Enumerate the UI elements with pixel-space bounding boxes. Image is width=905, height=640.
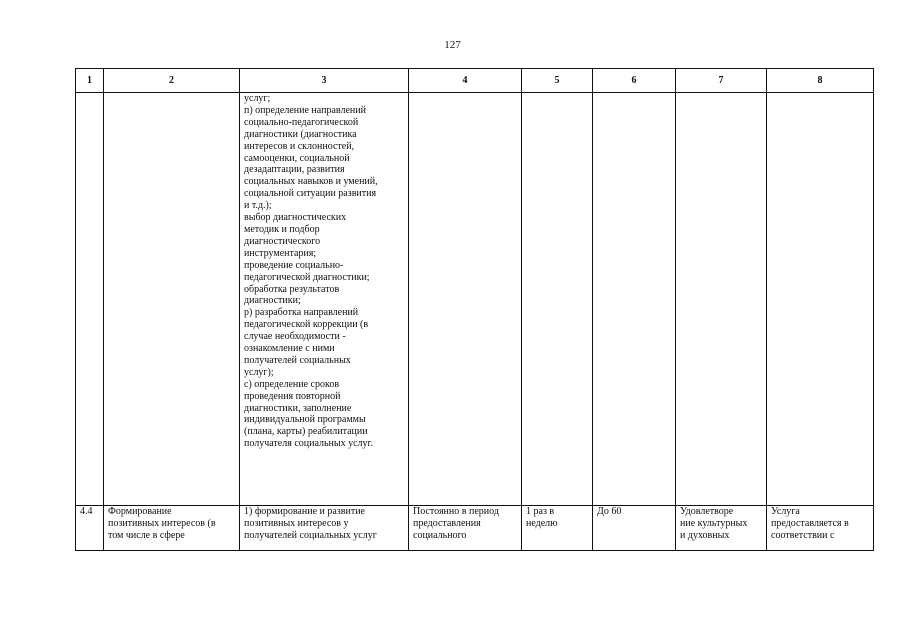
text-line: социальных навыков и умений, xyxy=(244,176,378,188)
text-line: обработка результатов xyxy=(244,283,340,295)
header-col-6: 6 xyxy=(593,69,676,93)
text-line: позитивных интересов у xyxy=(244,517,349,529)
text-line: Постоянно в период xyxy=(413,506,499,517)
text-line: с) определение сроков xyxy=(244,378,340,390)
text-line: До 60 xyxy=(597,506,622,517)
cell-service-name xyxy=(104,506,240,551)
text-line: 1) формирование и развитие xyxy=(244,506,365,517)
page-number: 127 xyxy=(444,39,461,51)
text-line: соответствии с xyxy=(771,529,835,541)
text-line: ние культурных xyxy=(680,517,748,529)
header-col-5: 5 xyxy=(522,69,593,93)
cell-conditions xyxy=(767,506,874,551)
cell-empty xyxy=(522,93,593,506)
table-row-continuation xyxy=(76,93,874,506)
services-table xyxy=(75,68,874,551)
header-col-1: 1 xyxy=(76,69,104,93)
header-col-3: 3 xyxy=(240,69,409,93)
text-line: диагностики (диагностика xyxy=(244,128,357,140)
text-line: ознакомление с ними xyxy=(244,343,335,355)
text-line: диагностики, заполнение xyxy=(244,402,352,414)
header-col-8: 8 xyxy=(767,69,874,93)
text-line: случае необходимости - xyxy=(244,331,346,343)
text-line: Формирование xyxy=(108,506,172,517)
text-line: и т.д.); xyxy=(244,200,272,212)
header-col-7: 7 xyxy=(676,69,767,93)
text-line: Удовлетворе xyxy=(680,506,734,517)
cell-duration xyxy=(593,506,676,551)
text-line: дезадаптации, развития xyxy=(244,164,345,176)
cell-service-period xyxy=(409,506,522,551)
text-line: услуг); xyxy=(244,366,274,378)
cell-item-number xyxy=(76,506,104,551)
header-row xyxy=(76,69,874,93)
text-line: позитивных интересов (в xyxy=(108,517,216,529)
text-line: (плана, карты) реабилитации xyxy=(244,426,368,438)
cell-empty xyxy=(767,93,874,506)
text-line: предоставления xyxy=(413,517,481,529)
text-line: 1 раз в xyxy=(526,506,555,517)
cell-empty xyxy=(104,93,240,506)
text-line: инструментария; xyxy=(244,247,317,259)
text-line: получателей социальных услуг xyxy=(244,529,377,541)
text-line: Услуга xyxy=(771,506,800,517)
text-line: предоставляется в xyxy=(771,517,849,529)
cell-empty xyxy=(676,93,767,506)
cell-empty xyxy=(409,93,522,506)
header-col-4: 4 xyxy=(409,69,522,93)
text-line: педагогической коррекции (в xyxy=(244,319,369,331)
text-line: проведения повторной xyxy=(244,390,341,402)
text-line: и духовных xyxy=(680,529,730,541)
cell-quality-indicator xyxy=(676,506,767,551)
cell-empty xyxy=(593,93,676,506)
text-line: интересов и склонностей, xyxy=(244,140,355,152)
text-line: социального xyxy=(413,529,467,541)
text-line: проведение социально- xyxy=(244,259,344,271)
text-line: выбор диагностических xyxy=(244,212,347,224)
text-line: методик и подбор xyxy=(244,223,320,235)
text-line: получателей социальных xyxy=(244,354,351,366)
text-line: педагогической диагностики; xyxy=(244,271,370,283)
text-line: диагностического xyxy=(244,235,321,247)
text-line: индивидуальной программы xyxy=(244,414,366,426)
text-line: самооценки, социальной xyxy=(244,152,350,164)
text-line: п) определение направлений xyxy=(244,104,366,116)
cell-frequency xyxy=(522,506,593,551)
text-line: получателя социальных услуг. xyxy=(244,438,374,450)
text-line: социально-педагогической xyxy=(244,116,359,128)
table-row-4-4 xyxy=(76,506,874,551)
cell-service-content xyxy=(240,93,409,506)
cell-service-content xyxy=(240,506,409,551)
item-number: 4.4 xyxy=(80,506,93,517)
text-line: диагностики; xyxy=(244,295,301,307)
text-line: услуг; xyxy=(244,93,271,104)
text-line: неделю xyxy=(526,517,558,529)
text-line: р) разработка направлений xyxy=(244,307,359,319)
text-line: социальной ситуации развития xyxy=(244,188,377,200)
cell-empty xyxy=(76,93,104,506)
text-line: том числе в сфере xyxy=(108,529,185,541)
header-col-2: 2 xyxy=(104,69,240,93)
